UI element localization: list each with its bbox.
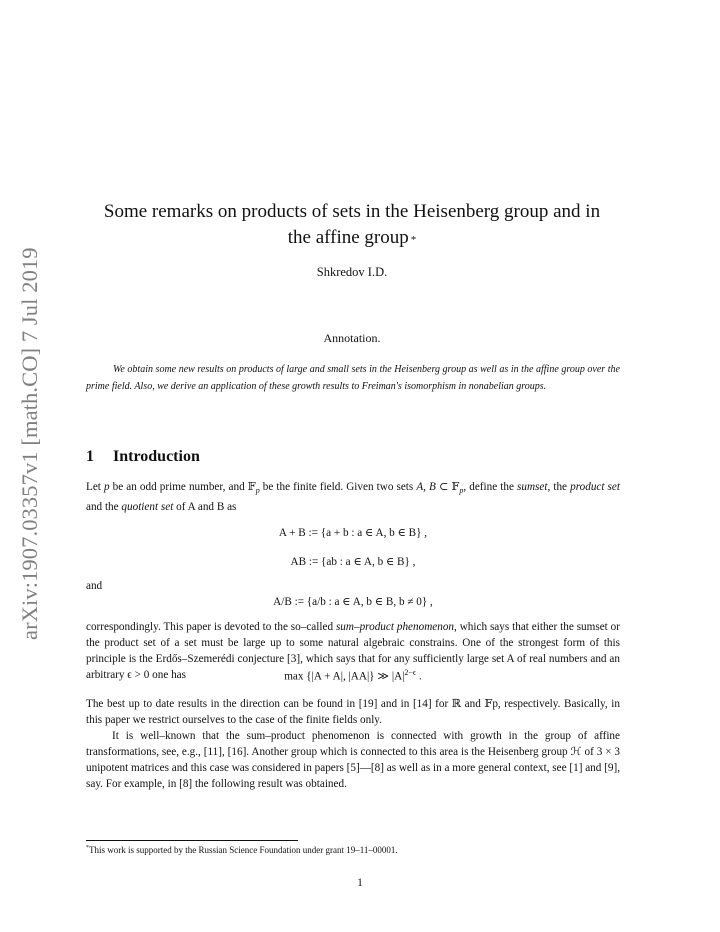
footnote-marker: * xyxy=(86,845,89,851)
footnote-text: This work is supported by the Russian Science Foundation under grant 19–11–00001. xyxy=(89,845,398,855)
conjunction-and: and xyxy=(86,580,103,592)
term-sum-product-phenomenon: sum–product phenomenon xyxy=(335,621,455,633)
title-footnote-marker[interactable]: * xyxy=(410,234,417,246)
page-number: 1 xyxy=(357,877,363,889)
section-heading xyxy=(86,448,200,466)
term-quotient-set: quotient set xyxy=(121,501,174,514)
author: Shkredov I.D. xyxy=(316,265,388,279)
section-title: Introduction xyxy=(113,448,200,465)
title-line-2: the affine group xyxy=(287,227,409,248)
equation-product-set: AB := {ab : a ∈ A, b ∈ B} , xyxy=(290,556,416,568)
section-number: 1 xyxy=(86,448,94,465)
equation-erdos-szemeredi: max {|A + A|, |AA|} ≫ $|A|^{2-\epsilon}$ . xyxy=(284,668,422,683)
intro-paragraph-2: correspondingly. This paper is devoted to the so–called sum–product phenomenon, which says that either the sumset or the product set of a set must be large up to some natural algebraic constrains. One of the strongest form of this principle is the Erdős–Szemerédi conjecture [3], which says that for any sufficiently large set A of real numbers and an arbitrary ϵ > 0 one has xyxy=(86,621,620,681)
annotation-heading: Annotation. xyxy=(323,331,381,345)
intro-paragraph-3: The best up to date results in the direction can be found in [19] and in [14] for ℝ and 𝔽p, respectively. Basically, in this paper we restrict ourselves to the case of the finite fields only. xyxy=(86,698,620,726)
intro-paragraph-1: Let p be an odd prime number, and 𝔽$_p$ be the finite field. Given two sets A, B ⊂ 𝔽$_p$, define the sumset, the product set and the quotient set of A and B as xyxy=(86,481,620,514)
term-sumset: sumset xyxy=(517,481,548,493)
paper-title xyxy=(84,199,620,251)
equation-sumset: A + B := {a + b : a ∈ A, b ∈ B} , xyxy=(278,527,428,539)
footnote-rule xyxy=(86,840,298,841)
arxiv-identifier-stamp: arXiv:1907.03357v1 [math.CO] 7 Jul 2019 xyxy=(17,247,42,640)
title-line-1: Some remarks on products of sets in the Heisenberg group and in xyxy=(103,201,601,222)
equation-quotient-set: A/B := {a/b : a ∈ A, b ∈ B, b ≠ 0} , xyxy=(273,596,433,608)
abstract: We obtain some new results on products of large and small sets in the Heisenberg group as well as in the affine group over the prime field. Also, we derive an application of these growth results to Freiman's isomorphism in nonabelian groups. xyxy=(86,364,620,392)
footnote xyxy=(86,845,398,855)
intro-paragraph-4: It is well–known that the sum–product phenomenon is connected with growth in the group of affine transformations, see, e.g., [11], [16]. Another group which is connected to this area is the Heisenberg group ℋ of 3 × 3 unipotent matrices and this case was considered in papers [5]—[8] as well as in a more general context, see [1] and [9], say. For example, in [8] the following result was obtained. xyxy=(86,730,621,790)
term-product-set: product set xyxy=(570,481,620,493)
